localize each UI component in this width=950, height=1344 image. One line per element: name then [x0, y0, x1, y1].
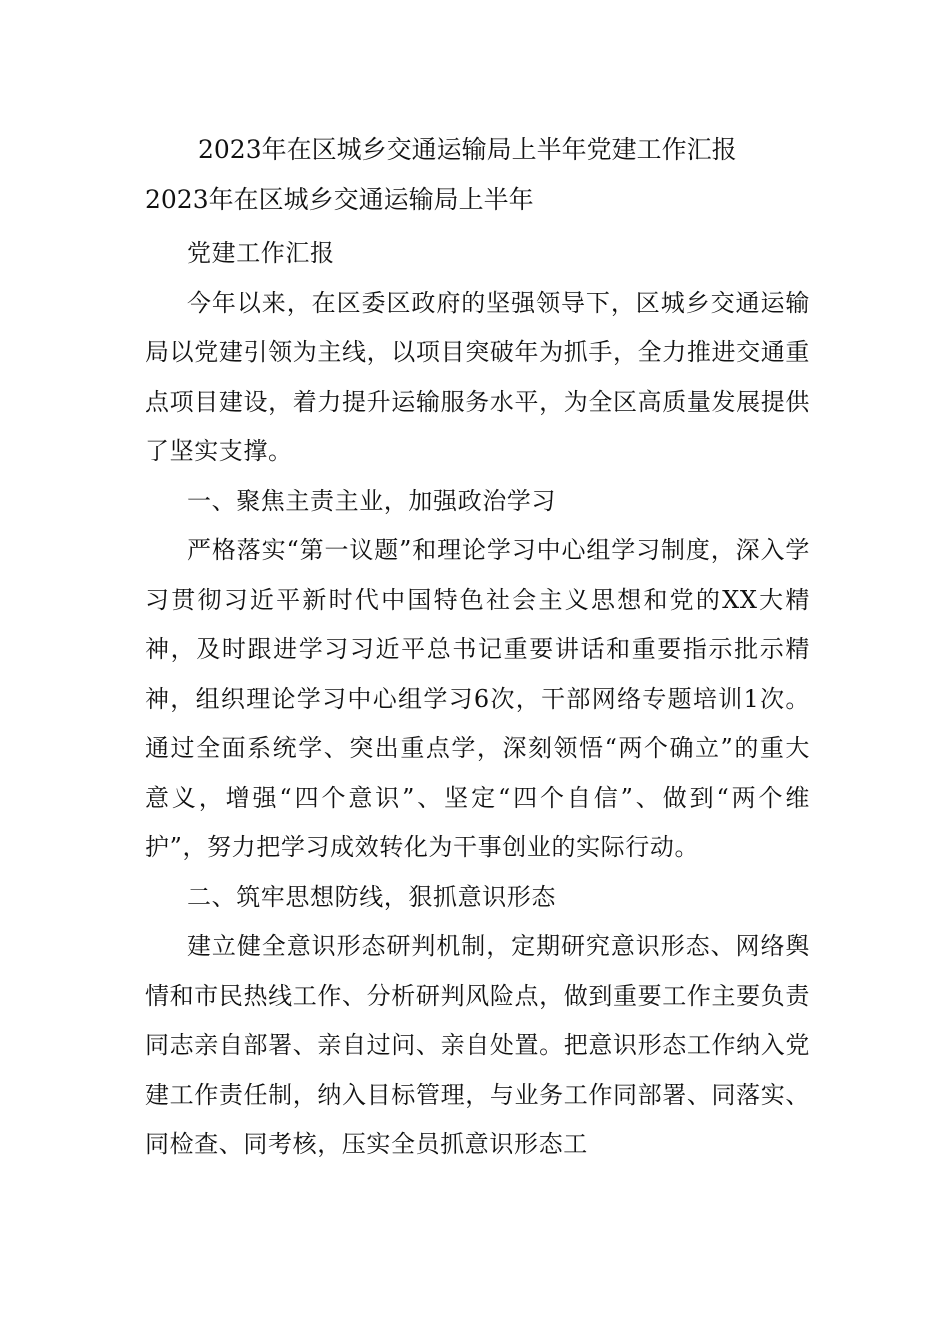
intro-paragraph: 今年以来，在区委区政府的坚强领导下，区城乡交通运输局以党建引领为主线，以项目突破年为抓手，全力推进交通重点项目建设，着力提升运输服务水平，为全区高质量发展提供了坚实支撑。 — [145, 288, 810, 465]
document-subtitle-line1: 2023年在区城乡交通运输局上半年 — [145, 185, 534, 214]
section2-paragraph: 建立健全意识形态研判机制，定期研究意识形态、网络舆情和市民热线工作、分析研判风险点，做到重要工作主要负责同志亲自部署、亲自过问、亲自处置。把意识形态工作纳入党建工作责任制，纳入目标管理，与业务工作同部署、同落实、同检查、同考核，压实全员抓意识形态工 — [145, 932, 810, 1158]
document-title: 2023年在区城乡交通运输局上半年党建工作汇报 — [198, 135, 737, 164]
document-subtitle-line2: 党建工作汇报 — [187, 239, 335, 267]
section2-heading: 二、筑牢思想防线，狠抓意识形态 — [187, 882, 556, 911]
document-body — [145, 229, 810, 1170]
section1-heading: 一、聚焦主责主业，加强政治学习 — [187, 486, 556, 515]
section1-paragraph: 严格落实“第一议题”和理论学习中心组学习制度，深入学习贯彻习近平新时代中国特色社会主义思想和党的XX大精神，及时跟进学习习近平总书记重要讲话和重要指示批示精神，组织理论学习中心组学习6次，干部网络专题培训1次。通过全面系统学、突出重点学，深刻领悟“两个确立”的重大意义，增强“四个意识”、坚定“四个自信”、做到“两个维护”，努力把学习成效转化为干事创业的实际行动。 — [145, 536, 810, 861]
